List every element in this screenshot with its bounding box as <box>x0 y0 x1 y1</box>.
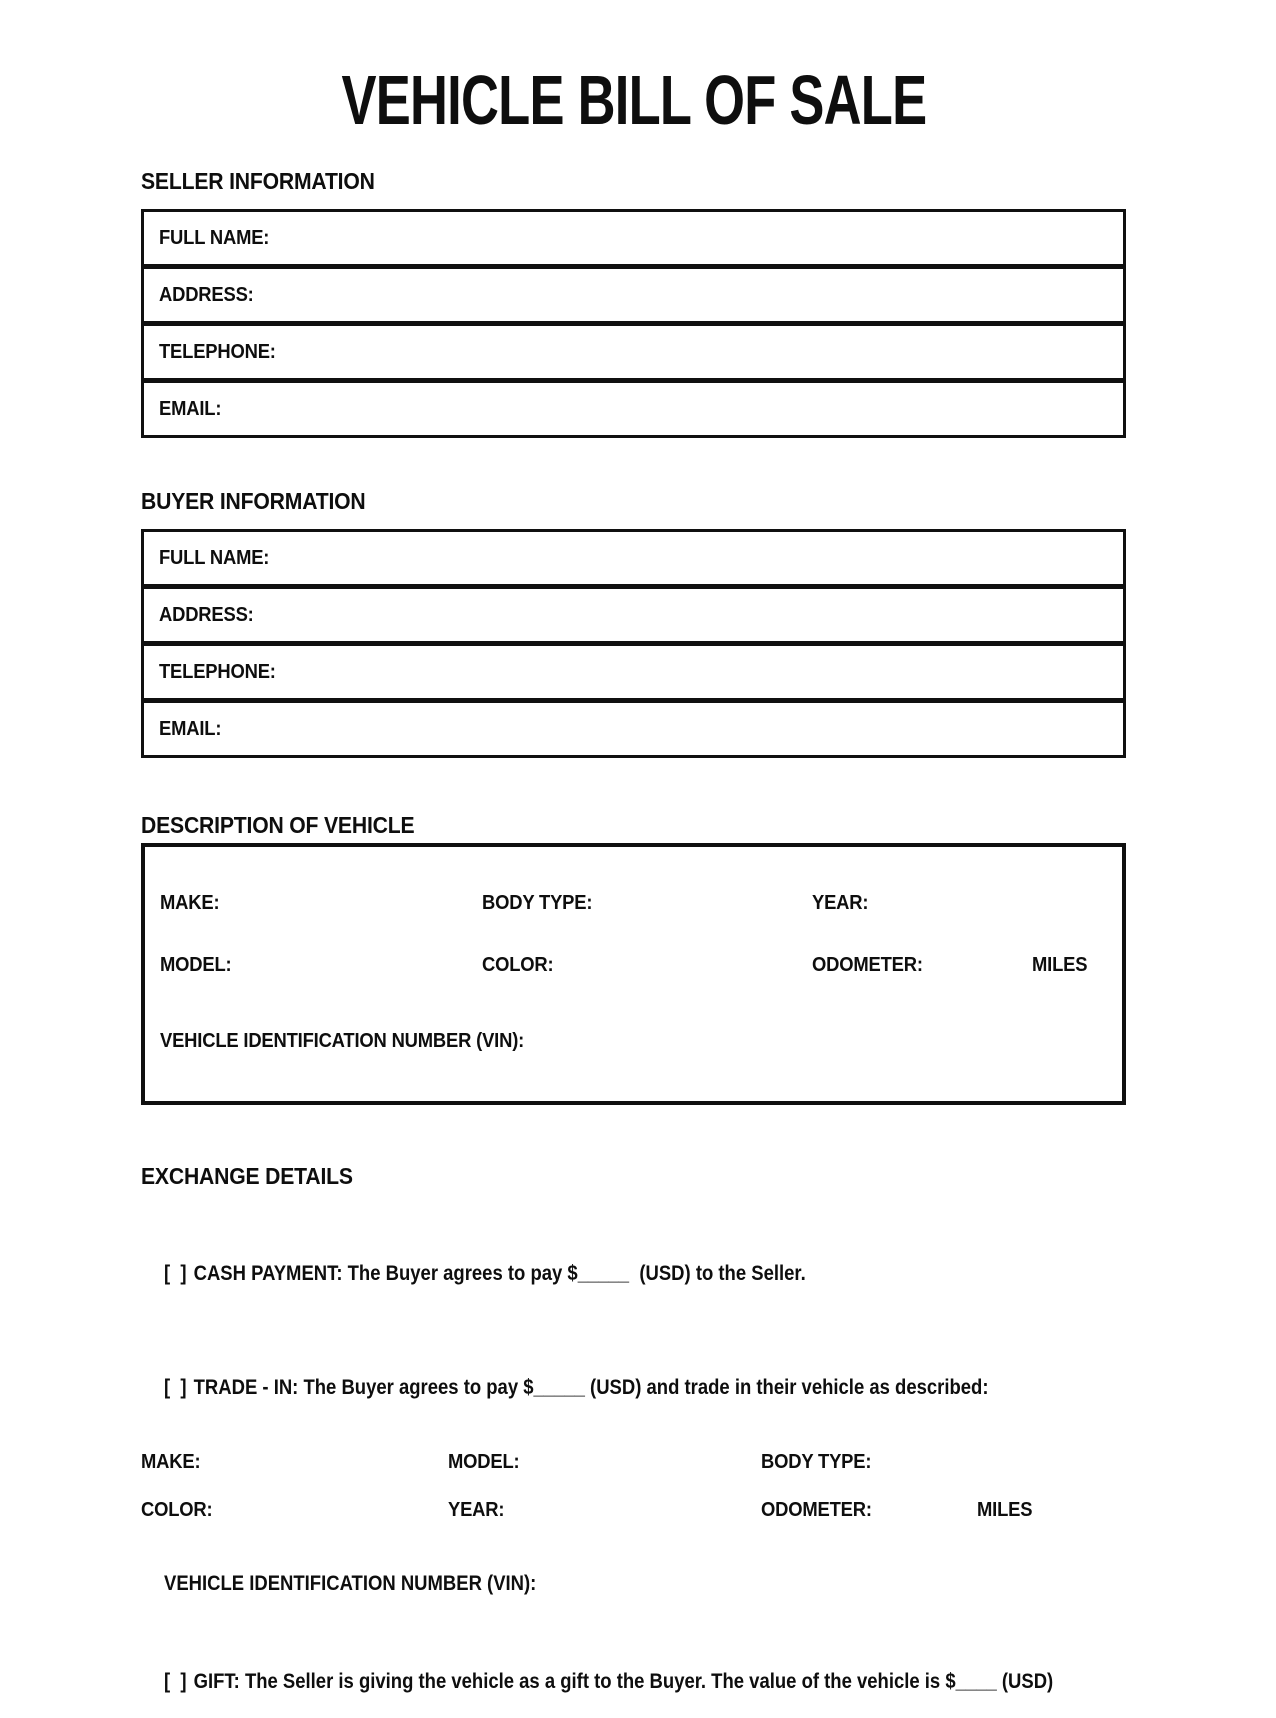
vehicle-body-type-label: BODY TYPE: <box>482 891 593 914</box>
trade-model-label: MODEL: <box>448 1450 520 1473</box>
trade-miles-label: MILES <box>977 1498 1033 1521</box>
trade-body-type-label: BODY TYPE: <box>761 1450 872 1473</box>
vehicle-model-field[interactable] <box>160 953 482 977</box>
trade-model-field[interactable] <box>448 1450 761 1474</box>
vehicle-vin-field[interactable] <box>145 1029 1122 1053</box>
trade-odometer-label: ODOMETER: <box>761 1498 872 1521</box>
seller-telephone-label: TELEPHONE: <box>159 340 276 363</box>
seller-address-label: ADDRESS: <box>159 283 254 306</box>
seller-info-box <box>141 209 1126 438</box>
trade-in-line <box>141 1352 1126 1424</box>
vehicle-year-field[interactable] <box>812 891 1122 915</box>
vehicle-odometer-label: ODOMETER: <box>812 953 923 976</box>
vehicle-row-1 <box>145 891 1122 915</box>
cash-payment-text: CASH PAYMENT: The Buyer agrees to pay $_____ (USD) to the Seller. <box>193 1261 807 1285</box>
seller-email-label: EMAIL: <box>159 397 222 420</box>
trade-make-field[interactable] <box>141 1450 448 1474</box>
seller-address-field[interactable] <box>141 266 1126 324</box>
trade-in-row-2 <box>141 1498 1126 1522</box>
buyer-section-heading: BUYER INFORMATION <box>141 487 366 514</box>
trade-in-row-1 <box>141 1450 1126 1474</box>
cash-payment-line <box>141 1238 1126 1310</box>
vehicle-make-label: MAKE: <box>160 891 220 914</box>
trade-miles-field <box>977 1498 1126 1522</box>
buyer-address-label: ADDRESS: <box>159 603 254 626</box>
gift-text: GIFT: The Seller is giving the vehicle as a gift to the Buyer. The value of the vehicle is $____ (USD) <box>193 1669 1054 1693</box>
trade-color-label: COLOR: <box>141 1498 213 1521</box>
buyer-info-box <box>141 529 1126 758</box>
trade-odometer-field[interactable] <box>761 1498 977 1522</box>
gift-line <box>141 1646 1126 1718</box>
vehicle-miles-label: MILES <box>1032 953 1088 976</box>
gift-checkbox[interactable]: [ ] <box>164 1669 187 1693</box>
vehicle-section-heading: DESCRIPTION OF VEHICLE <box>141 811 415 838</box>
page-title: VEHICLE BILL OF SALE <box>341 61 926 139</box>
trade-year-label: YEAR: <box>448 1498 505 1521</box>
seller-telephone-field[interactable] <box>141 323 1126 381</box>
trade-in-checkbox[interactable]: [ ] <box>164 1375 187 1399</box>
vehicle-odometer-field[interactable] <box>812 953 1032 977</box>
vehicle-model-label: MODEL: <box>160 953 232 976</box>
buyer-telephone-label: TELEPHONE: <box>159 660 276 683</box>
buyer-email-label: EMAIL: <box>159 717 222 740</box>
seller-full-name-field[interactable] <box>141 209 1126 267</box>
buyer-email-field[interactable] <box>141 700 1126 758</box>
trade-body-type-field[interactable] <box>761 1450 1126 1474</box>
cash-payment-checkbox[interactable]: [ ] <box>164 1261 187 1285</box>
seller-email-field[interactable] <box>141 380 1126 438</box>
buyer-full-name-field[interactable] <box>141 529 1126 587</box>
trade-in-text: TRADE - IN: The Buyer agrees to pay $_____ (USD) and trade in their vehicle as described: <box>193 1375 989 1399</box>
vehicle-body-type-field[interactable] <box>482 891 812 915</box>
vehicle-vin-label: VEHICLE IDENTIFICATION NUMBER (VIN): <box>160 1029 525 1052</box>
seller-section-heading: SELLER INFORMATION <box>141 167 375 194</box>
trade-make-label: MAKE: <box>141 1450 201 1473</box>
buyer-telephone-field[interactable] <box>141 643 1126 701</box>
vehicle-row-2 <box>145 953 1122 977</box>
buyer-full-name-label: FULL NAME: <box>159 546 270 569</box>
buyer-address-field[interactable] <box>141 586 1126 644</box>
trade-year-field[interactable] <box>448 1498 761 1522</box>
vehicle-make-field[interactable] <box>160 891 482 915</box>
exchange-section-heading: EXCHANGE DETAILS <box>141 1162 353 1189</box>
trade-vin-label: VEHICLE IDENTIFICATION NUMBER (VIN): <box>164 1571 537 1595</box>
vehicle-year-label: YEAR: <box>812 891 869 914</box>
vehicle-color-field[interactable] <box>482 953 812 977</box>
vehicle-description-box <box>141 843 1126 1105</box>
bill-of-sale-document <box>0 61 1276 1718</box>
vehicle-miles-field <box>1032 953 1122 977</box>
trade-color-field[interactable] <box>141 1498 448 1522</box>
trade-vin-field[interactable] <box>141 1548 1126 1620</box>
seller-full-name-label: FULL NAME: <box>159 226 270 249</box>
vehicle-color-label: COLOR: <box>482 953 554 976</box>
